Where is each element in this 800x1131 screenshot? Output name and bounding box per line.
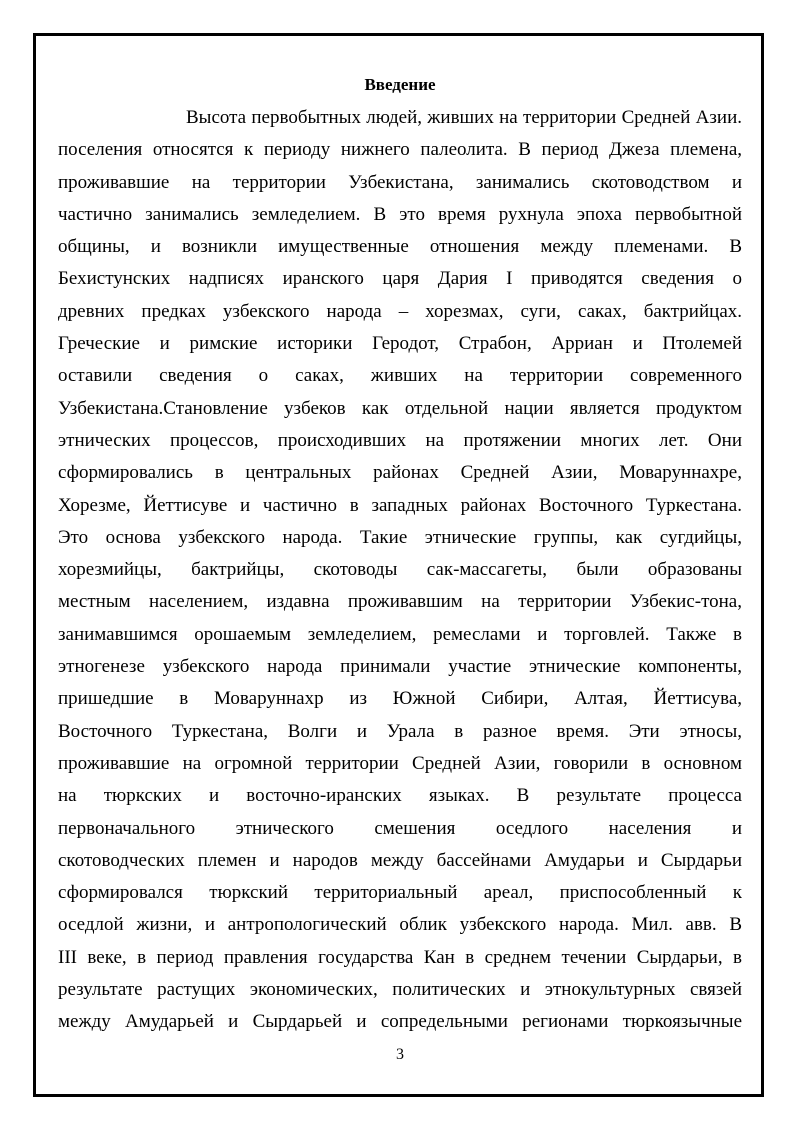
text-line: между Амударьей и Сырдарьей и сопредельными регионами тюркоязычные [58, 1011, 742, 1033]
text-line: сформировались в центральных районах Средней Азии, Моваруннахре, [58, 462, 742, 484]
text-line: занимавшимся орошаемым земледелием, ремеслами и торговлей. Также в [58, 623, 742, 645]
text-line: результате растущих экономических, политических и этнокультурных связей [58, 979, 742, 1001]
text-line: Хорезме, Йеттисуве и частично в западных районах Восточного Туркестана. [58, 494, 742, 516]
text-line: Восточного Туркестана, Волги и Урала в разное время. Эти этносы, [58, 720, 742, 742]
text-line: скотоводческих племен и народов между бассейнами Амударьи и Сырдарьи [58, 849, 742, 871]
paragraph [58, 102, 742, 1039]
text-line: III веке, в период правления государства Кан в среднем течении Сырдарьи, в [58, 946, 742, 968]
text-line: сформировался тюркский территориальный ареал, приспособленный к [58, 882, 742, 904]
page-number: 3 [396, 1046, 404, 1063]
text-line: частично занимались земледелием. В это время рухнула эпоха первобытной [58, 203, 742, 225]
text-line: оставили сведения о саках, живших на территории современного [58, 365, 742, 387]
text-line: проживавшие на огромной территории Средней Азии, говорили в основном [58, 752, 742, 774]
section-title: Введение [364, 75, 436, 94]
text-line: первоначального этнического смешения оседлого населения и [58, 817, 742, 839]
text-line: оседлой жизни, и антропологический облик узбекского народа. Мил. авв. В [58, 914, 742, 936]
text-line: на тюркских и восточно-иранских языках. В результате процесса [58, 785, 742, 807]
text-line: Узбекистана.Становление узбеков как отдельной нации является продуктом [58, 397, 742, 419]
text-line: пришедшие в Моваруннахр из Южной Сибири, Алтая, Йеттисува, [58, 688, 742, 710]
text-line: Это основа узбекского народа. Такие этнические группы, как сугдийцы, [58, 526, 742, 548]
text-line: этногенезе узбекского народа принимали участие этнические компоненты, [58, 656, 742, 678]
text-line: хорезмийцы, бактрийцы, скотоводы сак-массагеты, были образованы [58, 559, 742, 581]
text-line: проживавшие на территории Узбекистана, занимались скотоводством и [58, 171, 742, 193]
text-line: Греческие и римские историки Геродот, Страбон, Арриан и Птолемей [58, 333, 742, 355]
text-line: поселения относятся к периоду нижнего палеолита. В период Джеза племена, [58, 139, 742, 161]
text-line: этнических процессов, происходивших на протяжении многих лет. Они [58, 429, 742, 451]
text-line: Бехистунских надписях иранского царя Дария I приводятся сведения о [58, 268, 742, 290]
text-line: Высота первобытных людей, живших на территории Средней Азии. [186, 107, 742, 128]
document-body [58, 66, 742, 1039]
text-line: древних предках узбекского народа – хорезмах, суги, саках, бактрийцах. [58, 300, 742, 322]
text-line: местным населением, издавна проживавшим на территории Узбекис-тона, [58, 591, 742, 613]
text-line: общины, и возникли имущественные отношения между племенами. В [58, 236, 742, 258]
